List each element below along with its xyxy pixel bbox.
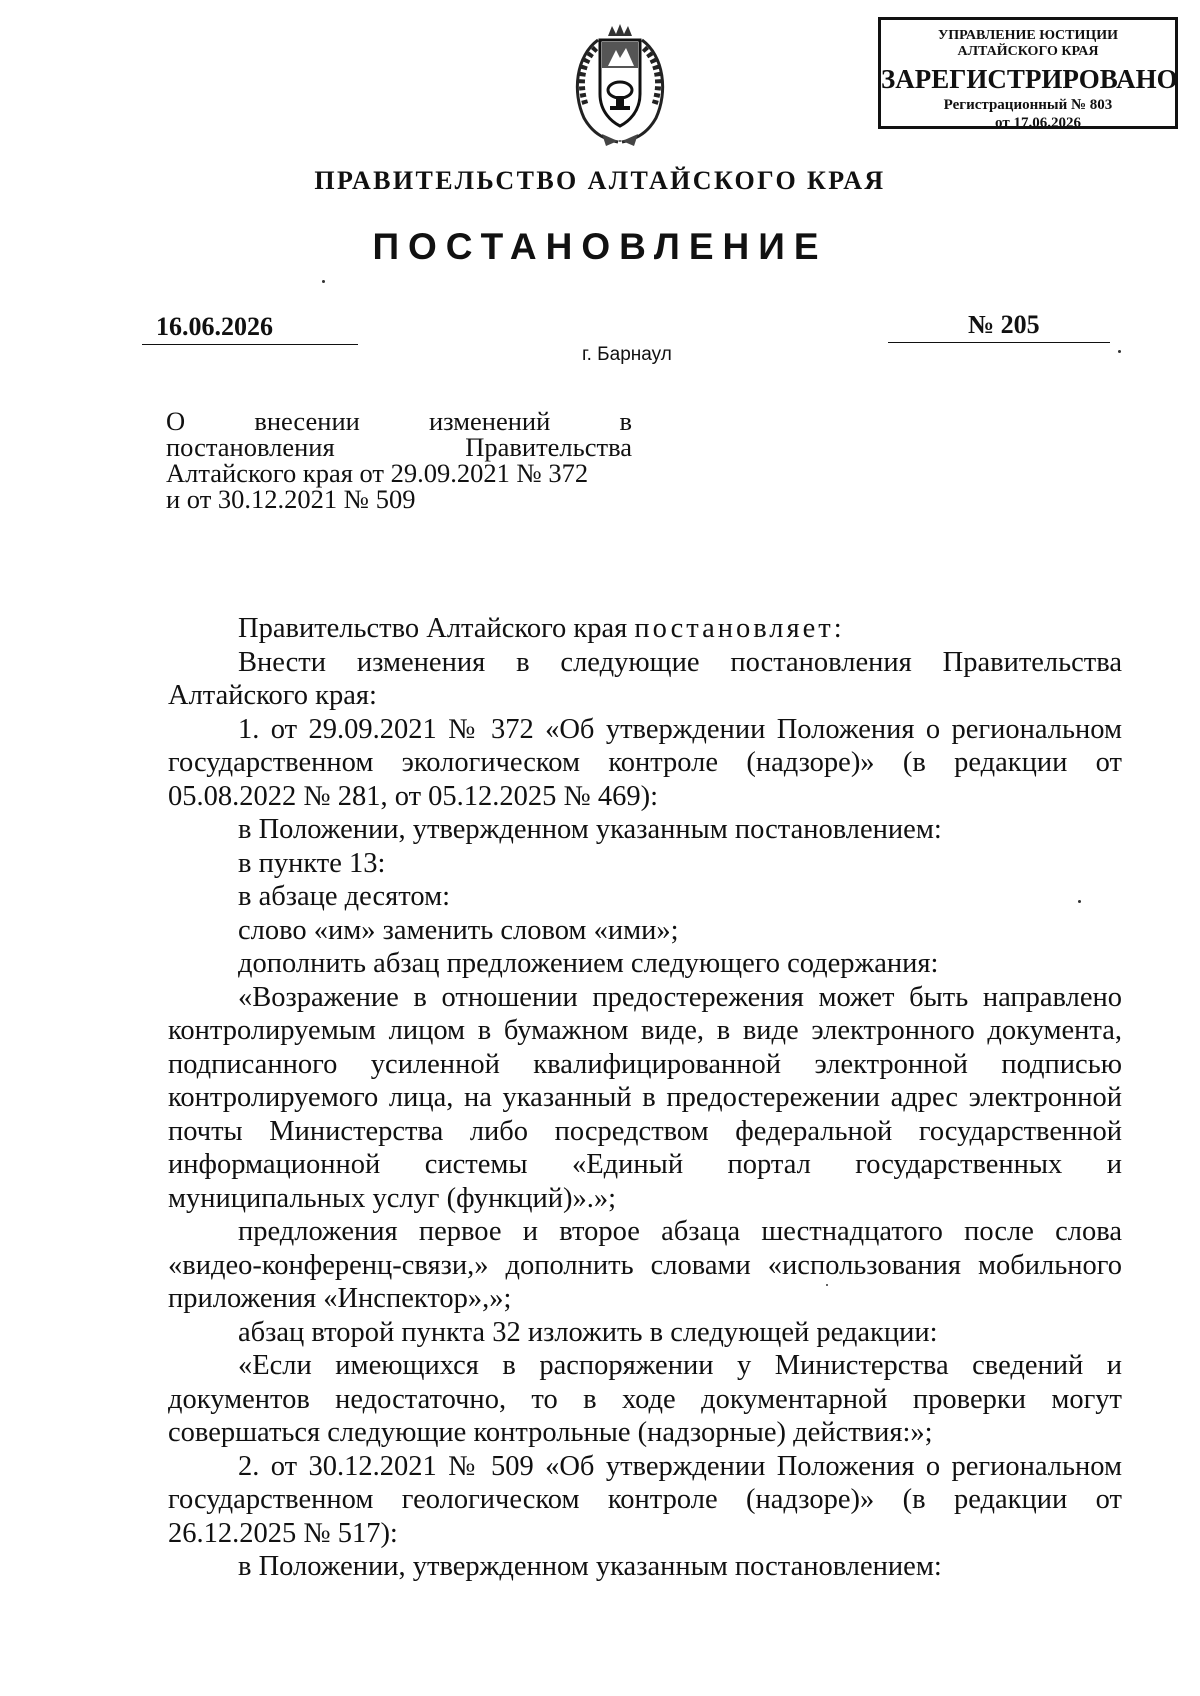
body-text-prefix: Правительство Алтайского края — [238, 613, 635, 644]
registration-stamp — [878, 17, 1178, 129]
scan-speck — [826, 1284, 828, 1286]
subject-word: в — [619, 406, 632, 436]
stamp-status: ЗАРЕГИСТРИРОВАНО — [881, 64, 1178, 94]
subject-line-4: и от 30.12.2021 № 509 — [166, 484, 416, 514]
subject-line-3: Алтайского края от 29.09.2021 № 372 — [166, 458, 589, 488]
document-subject — [166, 408, 632, 512]
document-date: 16.06.2026 — [142, 310, 358, 345]
subject-word: О — [166, 406, 186, 436]
body-paragraph: в Положении, утвержденном указанным постановлением: — [238, 814, 942, 845]
coat-of-arms-icon — [568, 22, 672, 150]
subject-word: внесении — [254, 406, 360, 436]
scan-speck — [1118, 350, 1121, 353]
body-paragraph: 2. от 30.12.2021 № 509 «Об утверждении Положения о региональном государственном геологическом контроле (надзоре)» (в редакции от 26.12.2025 № 517): — [168, 1450, 1122, 1549]
body-paragraph: дополнить абзац предложением следующего содержания: — [238, 948, 939, 979]
body-paragraph: Внести изменения в следующие постановления Правительства Алтайского края: — [168, 646, 1122, 711]
stamp-reg-date: от 17.06.2026 — [995, 115, 1081, 131]
stamp-org-line-2: АЛТАЙСКОГО КРАЯ — [957, 44, 1099, 59]
body-paragraph: «Возражение в отношении предостережения может быть направлено контролируемым лицом в бумажном виде, в виде электронного документа, подписанного усиленной квалифицированной электронной подписью контролируемого лица, на указанный в предостережении адрес электронной почты Министерства либо посредством федеральной государственной информационной системы «Единый портал государственных и муниципальных услуг (функций)».»; — [168, 981, 1122, 1214]
document-type: ПОСТАНОВЛЕНИЕ — [372, 226, 828, 267]
body-paragraph: в Положении, утвержденном указанным постановлением: — [238, 1551, 942, 1582]
body-text-suffix: : — [833, 613, 842, 644]
subject-word: постановления — [166, 432, 335, 462]
body-text-spaced: постановляет — [634, 613, 834, 644]
body-paragraph — [168, 612, 1122, 646]
subject-line-2 — [166, 434, 632, 460]
body-paragraph: в пункте 13: — [238, 847, 386, 879]
document-number: № 205 — [888, 308, 1110, 343]
scan-speck — [1078, 900, 1081, 903]
document-body — [168, 612, 1122, 1584]
subject-word: изменений — [429, 406, 551, 436]
body-paragraph: «Если имеющихся в распоряжении у Министерства сведений и документов недостаточно, то в ходе документарной проверки могут совершаться следующие контрольные (надзорные) действия:»; — [168, 1350, 1122, 1448]
scan-speck — [322, 280, 325, 283]
body-paragraph: слово «им» заменить словом «ими»; — [238, 914, 679, 946]
body-paragraph: 1. от 29.09.2021 № 372 «Об утверждении Положения о региональном государственном экологическом контроле (надзоре)» (в редакции от 05.08.2022 № 281, от 05.12.2025 № 469): — [168, 713, 1122, 812]
stamp-org-line-1: УПРАВЛЕНИЕ ЮСТИЦИИ — [938, 28, 1118, 43]
body-paragraph: в абзаце десятом: — [238, 881, 451, 912]
body-paragraph: абзац второй пункта 32 изложить в следующей редакции: — [238, 1316, 938, 1348]
body-paragraph: предложения первое и второе абзаца шестнадцатого после слова «видео-конференц-связи,» дополнить словами «использования мобильного приложения «Инспектор»,»; — [168, 1216, 1122, 1314]
document-city: г. Барнаул — [582, 344, 672, 365]
government-title: ПРАВИТЕЛЬСТВО АЛТАЙСКОГО КРАЯ — [314, 166, 886, 195]
subject-line-1 — [166, 408, 632, 434]
stamp-reg-number: Регистрационный № 803 — [943, 97, 1113, 113]
subject-word: Правительства — [465, 432, 632, 462]
